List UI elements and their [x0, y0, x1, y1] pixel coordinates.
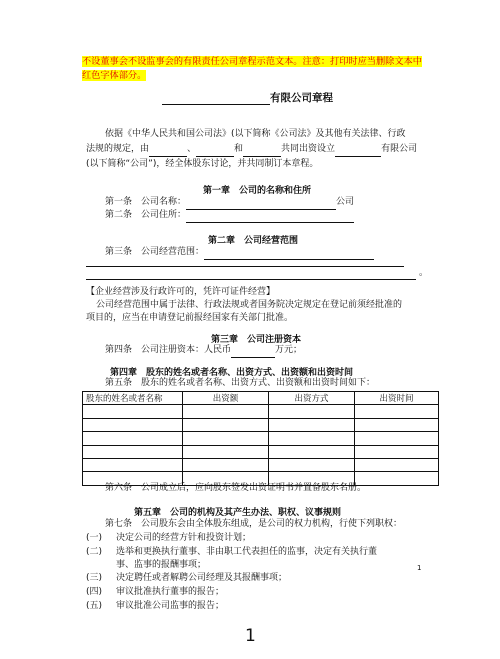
page-number-small: 1	[417, 564, 422, 572]
table-cell[interactable]	[355, 432, 439, 445]
article-5: 第五条 股东的姓名或者名称、出资方式、出资额和出资时间如下：	[105, 378, 376, 388]
table-row	[83, 445, 439, 458]
table-row	[83, 405, 439, 418]
chapter-1-heading: 第一章 公司的名称和住所	[203, 186, 312, 196]
article-3: 第三条 公司经营范围：	[105, 245, 374, 260]
article-7: 第七条 公司股东会由全体股东组成，是公司的权力机构，行使下列职权：	[105, 519, 403, 529]
table-cell[interactable]	[355, 472, 439, 485]
table-cell[interactable]	[83, 405, 183, 418]
article-2: 第二条 公司住所：	[105, 208, 354, 223]
blank	[231, 347, 275, 358]
blank-line	[86, 266, 404, 267]
table-row	[83, 458, 439, 471]
chapter-4-heading: 第四章 股东的姓名或者名称、出资方式、出资额和出资时间	[110, 368, 354, 378]
scope-end-mark: 。	[419, 268, 429, 278]
blank	[196, 146, 234, 157]
blank	[335, 146, 381, 157]
table-cell[interactable]	[269, 418, 355, 431]
table-cell[interactable]	[269, 445, 355, 458]
notice-text: 不设董事会不设监事会的有限责任公司章程示范文本。注意：打印时应当删除文本中红色字体部分。	[82, 56, 422, 81]
list-item: (四) 审议批准执行董事的报告；	[86, 587, 225, 597]
table-cell[interactable]	[269, 432, 355, 445]
table-cell[interactable]	[183, 445, 269, 458]
table-cell[interactable]	[83, 432, 183, 445]
preamble-line-3: (以下简称“公司”)，经全体股东讨论，并共同制订本章程。	[86, 159, 319, 169]
list-item: (一) 决定公司的经营方针和投资计划；	[86, 533, 252, 543]
table-cell[interactable]	[355, 418, 439, 431]
print-notice	[82, 55, 422, 83]
license-note-line-1: 公司经营范围中属于法律、行政法规或者国务院决定规定在登记前须经批准的	[96, 300, 403, 310]
preamble-line-2: 法规的规定，由 、 和 共同出资设立 有限公司	[86, 142, 417, 157]
table-cell[interactable]	[83, 458, 183, 471]
page-number: 1	[245, 626, 256, 646]
company-name-blank	[162, 94, 270, 105]
article-1: 第一条 公司名称： 公司	[105, 195, 354, 210]
chapter-3-heading: 第三章 公司注册资本	[211, 335, 302, 345]
table-cell[interactable]	[355, 458, 439, 471]
license-note-line-2: 项目的，应当在申请登记前报经国家有关部门批准。	[86, 313, 294, 323]
list-item: (五) 审议批准公司监事的报告；	[86, 601, 225, 611]
header-amount: 出资额	[183, 392, 269, 405]
license-note-title: 【企业经营涉及行政许可的，凭许可证件经营】	[86, 287, 276, 297]
table-header-row	[83, 392, 439, 405]
table-row	[83, 418, 439, 431]
blank	[186, 212, 354, 223]
blank	[204, 249, 374, 260]
blank	[243, 146, 281, 157]
table-cell[interactable]	[83, 445, 183, 458]
list-item: (三) 决定聘任或者解聘公司经理及其报酬事项；	[86, 573, 288, 583]
table-cell[interactable]	[269, 405, 355, 418]
shareholder-table	[82, 391, 439, 486]
table-row	[83, 432, 439, 445]
document-title	[162, 90, 333, 105]
header-shareholder: 股东的姓名或者名称	[83, 392, 183, 405]
article-4: 第四条 公司注册资本：人民币 万元；	[105, 343, 302, 358]
table-body	[83, 405, 439, 485]
header-method: 出资方式	[269, 392, 355, 405]
table-cell[interactable]	[183, 458, 269, 471]
header-time: 出资时间	[355, 392, 439, 405]
table-cell[interactable]	[269, 458, 355, 471]
table-cell[interactable]	[183, 405, 269, 418]
preamble-line-1: 依据《中华人民共和国公司法》(以下简称《公司法》及其他有关法律、行政	[105, 129, 406, 139]
chapter-2-heading: 第二章 公司经营范围	[208, 236, 299, 246]
blank	[149, 146, 187, 157]
list-item: (二) 选举和更换执行董事、非由职工代表担任的监事，决定有关执行董	[86, 547, 378, 557]
table-cell[interactable]	[83, 418, 183, 431]
title-text: 有限公司章程	[270, 92, 333, 104]
table-cell[interactable]	[355, 445, 439, 458]
article-6: 第六条 公司成立后，应向股东签发出资证明书并置备股东名册。	[105, 483, 367, 493]
list-item: 事、监事的报酬事项；	[116, 560, 207, 570]
table-cell[interactable]	[355, 405, 439, 418]
table-cell[interactable]	[183, 432, 269, 445]
table-cell[interactable]	[183, 418, 269, 431]
blank-line	[86, 279, 416, 280]
chapter-5-heading: 第五章 公司的机构及其产生办法、职权、议事规则	[134, 508, 342, 518]
